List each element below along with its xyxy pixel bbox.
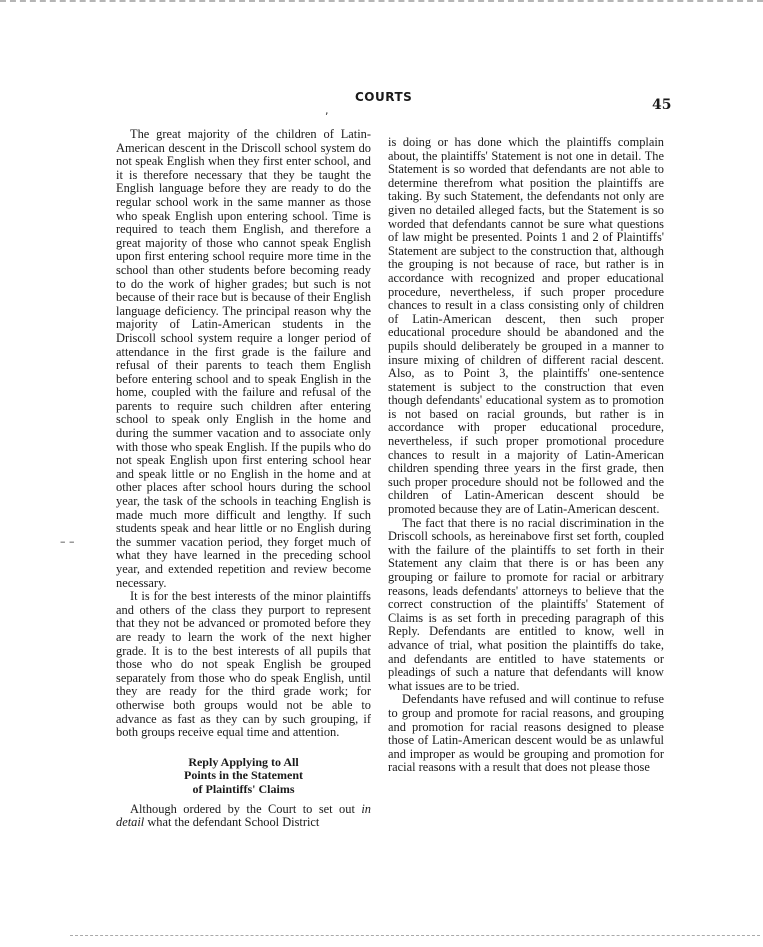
right-paragraph-2: The fact that there is no racial discrimination in the Driscoll schools, as hereinabove first set forth, coupled with the failure of the plaintiffs to set forth in their Statement any claim that there is or has been any grouping or failure to promote for racial or arbitrary reasons, leads defendants' attorneys to believe that the correct construction of the plaintiffs' Statement of Claims is as set forth in preceding paragraph of this Reply. Defendants are entitled to know, well in advance of trial, what position the plaintiffs do take, and defendants are entitled to have statements or pleadings of such a nature that defendants will know what issues are to be tried. <box>388 515 664 693</box>
right-paragraph-1: is doing or has done which the plaintiffs complain about, the plaintiffs' Statement is not one in detail. The Statement is so worded that defendants are not able to determine therefrom what position the plaintiffs are taking. By such Statement, the defendants not only are given no detailed alleged facts, but the Statement is so worded that defendants cannot be sure what questions of law might be presented. Points 1 and 2 of Plaintiffs' Statement are subject to the construction that, although the grouping is not because of race, but rather is in accordance with recognized and proper educational procedure, nevertheless, if such proper procedure chances to result in a class consisting only of children of Latin-American descent, then such proper educational procedure should be abandoned and the pupils should deliberately be grouped in a manner to insure mixing of children of different racial descent. Also, as to Point 3, the plaintiffs' one-sentence statement is subject to the construction that even though defendants' educational system as to promotion is not based on racial grounds, but rather is in accordance with proper educational procedure, nevertheless, if such proper promotional procedure chances to result in a majority of Latin-American children spending three years in the first grade, then such proper procedure should not be followed and the children of Latin-American descent should be promoted because they are of Latin-American descent. <box>388 135 664 517</box>
right-column <box>388 136 664 775</box>
heading-line-3: of Plaintiffs' Claims <box>192 781 295 796</box>
heading-line-1: Reply Applying to All <box>188 754 299 769</box>
page-top-border <box>0 0 763 8</box>
left-paragraph-2: It is for the best interests of the minor plaintiffs and others of the class they purport to represent that they not be advanced or promoted before they are ready to learn the work of the next higher grade. It is to the best interests of all pupils that those who do not speak English be grouped separately from those who do speak English, until they are ready for the third grade work; for otherwise both groups would not be able to advance as fast as they can by such grouping, if both groups receive equal time and attention. <box>116 589 371 740</box>
stray-mark-header: , <box>325 104 329 117</box>
closing-text-start: Although ordered by the Court to set out <box>130 801 362 816</box>
section-heading <box>116 756 371 797</box>
stray-mark-margin: – – <box>60 535 75 548</box>
left-column <box>116 128 371 830</box>
heading-line-2: Points in the Statement <box>184 768 303 783</box>
page-bottom-rule <box>70 935 760 936</box>
left-paragraph-1: The great majority of the children of Latin-American descent in the Driscoll school system do not speak English when they first enter school, and it is therefore necessary that they be taught the English language before they are ready to do the regular school work in the same manner as those who speak English upon entering school. Time is required to teach them English, and therefore a great majority of those who cannot speak English upon first entering school require more time in the school than other students before becoming ready to do the work of higher grades; but such is not because of their race but is because of their English language deficiency. The principal reason why the majority of Latin-American students in the Driscoll school system require a longer period of attendance in the first grade is the failure and refusal of their parents to teach them English before entering school and to speak English in the home, coupled with the failure and refusal of the parents to require such children after entering school to speak only English in the home and during the summer vacation and to associate only with those who speak English. If the pupils who do not speak English upon first entering school hear and speak little or no English in the home and at other places after school hours during the school year, the task of the schools in teaching English is made much more difficult and lengthy. If such students speak and hear little or no English during the summer vacation period, they forget much of what they have learned in the preceding school year, and extended repetition and review become necessary. <box>116 127 371 590</box>
page-number: 45 <box>652 97 672 113</box>
closing-text-end: what the defendant School District <box>144 815 320 830</box>
right-paragraph-3: Defendants have refused and will continue to refuse to group and promote for racial reasons, and grouping and promotion for racial reasons designed to please those of Latin-American descent would be as unlawful and improper as would be grouping and promotion for racial reasons with a result that does not please those <box>388 692 664 775</box>
left-paragraph-3 <box>116 803 371 830</box>
running-header-title: COURTS <box>355 90 413 104</box>
closing-emphasis: in detail <box>116 801 371 830</box>
